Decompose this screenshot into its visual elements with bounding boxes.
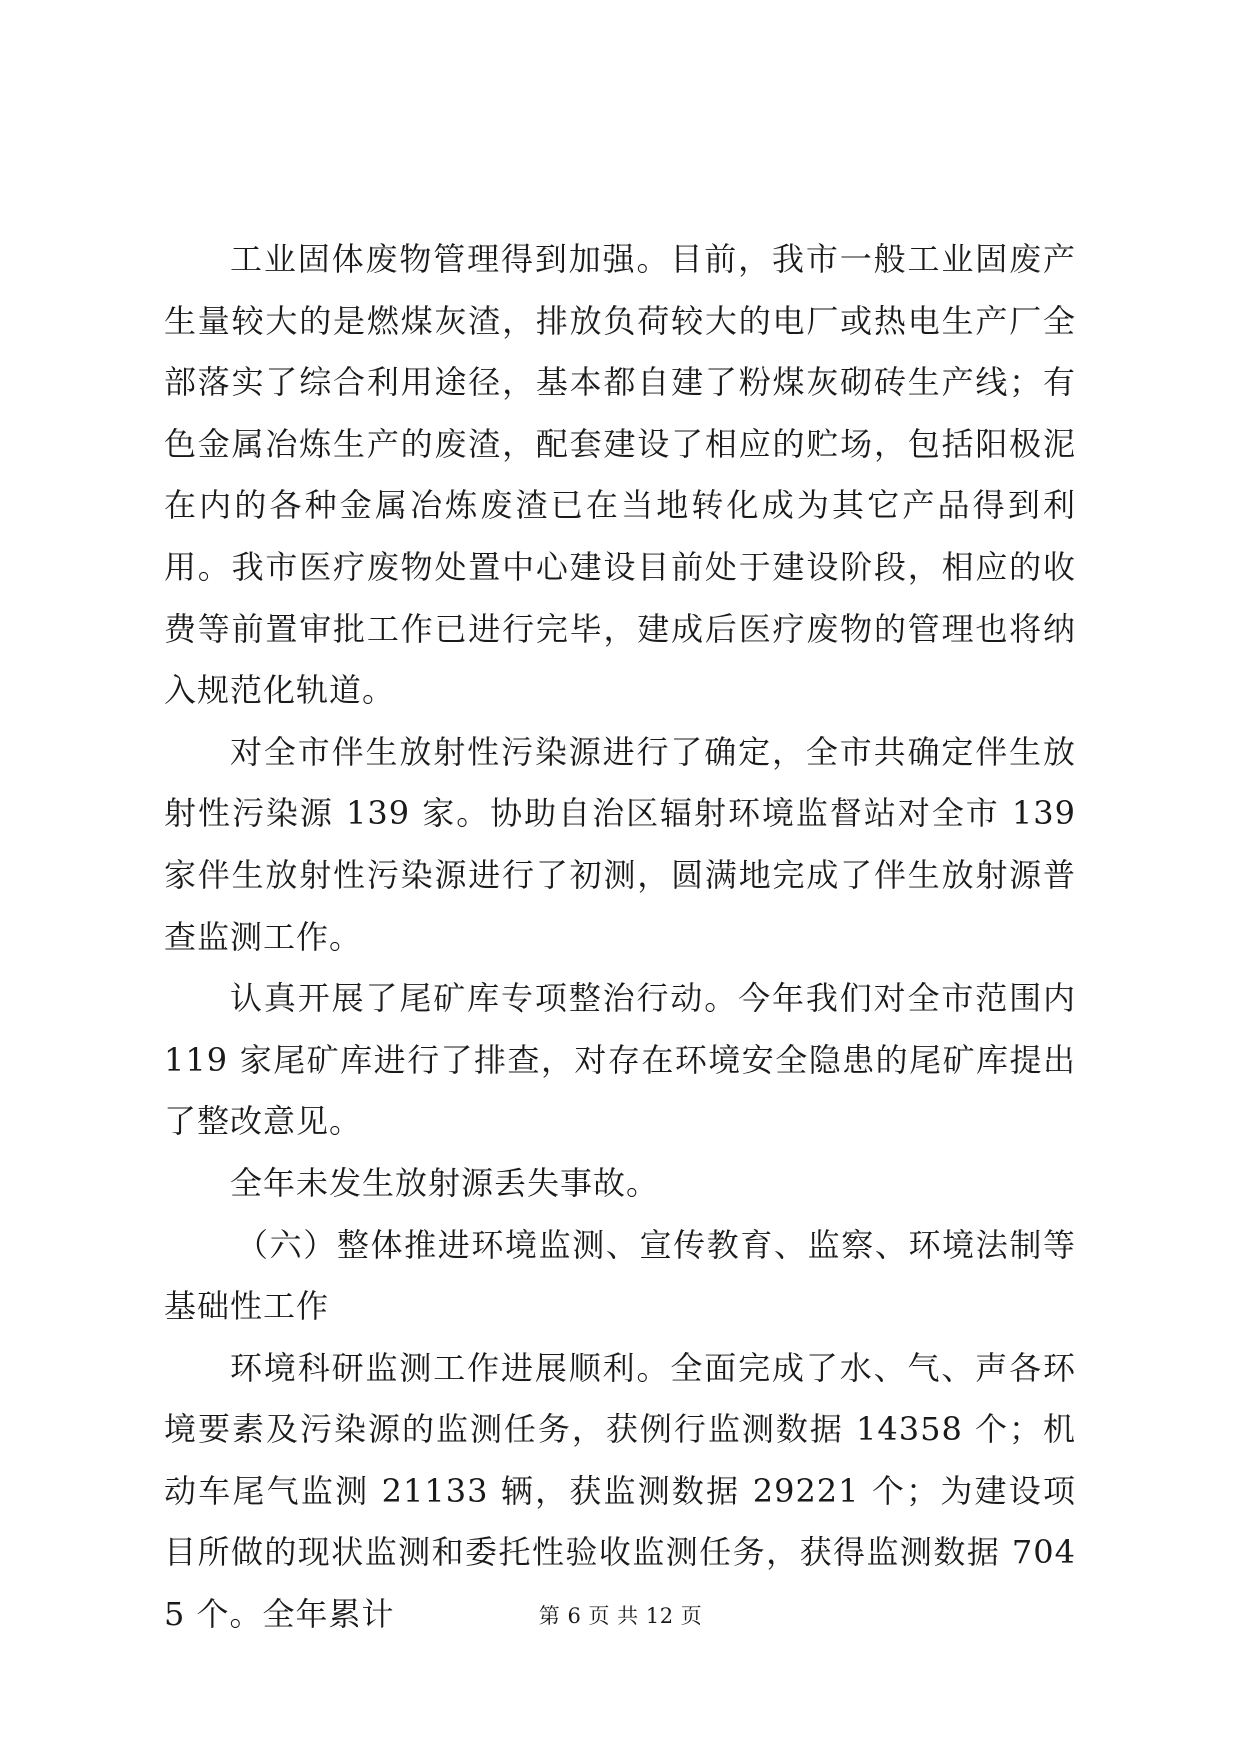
paragraph-solid-waste: 工业固体废物管理得到加强。目前，我市一般工业固废产生量较大的是燃煤灰渣，排放负荷较大的电厂或热电生产厂全部落实了综合利用途径，基本都自建了粉煤灰砌砖生产线；有色金属冶炼生产的废渣，配套建设了相应的贮场，包括阳极泥在内的各种金属冶炼废渣已在当地转化成为其它产品得到利用。我市医疗废物处置中心建设目前处于建设阶段，相应的收费等前置审批工作已进行完毕，建成后医疗废物的管理也将纳入规范化轨道。: [164, 240, 1076, 710]
paragraph-no-loss: 全年未发生放射源丢失事故。: [230, 1163, 660, 1202]
paragraph-tailings: 认真开展了尾矿库专项整治行动。今年我们对全市范围内 119 家尾矿库进行了排查，对存在环境安全隐患的尾矿库提出了整改意见。: [164, 979, 1076, 1141]
section-heading: （六）整体推进环境监测、宣传教育、监察、环境法制等基础性工作: [164, 1225, 1076, 1326]
paragraph-radioactive-sources: 对全市伴生放射性污染源进行了确定，全市共确定伴生放射性污染源 139 家。协助自治区辐射环境监督站对全市 139 家伴生放射性污染源进行了初测，圆满地完成了伴生放射源普查监测工作。: [164, 732, 1076, 956]
paragraph-monitoring: 环境科研监测工作进展顺利。全面完成了水、气、声各环境要素及污染源的监测任务，获例行监测数据 14358 个；机动车尾气监测 21133 辆，获监测数据 29221 个；为建设项目所做的现状监测和委托性验收监测任务，获得监测数据 7045 个。全年累计: [164, 1348, 1076, 1634]
page-footer: 第 6 页 共 12 页: [538, 1604, 703, 1628]
document-body: [164, 229, 1076, 1646]
